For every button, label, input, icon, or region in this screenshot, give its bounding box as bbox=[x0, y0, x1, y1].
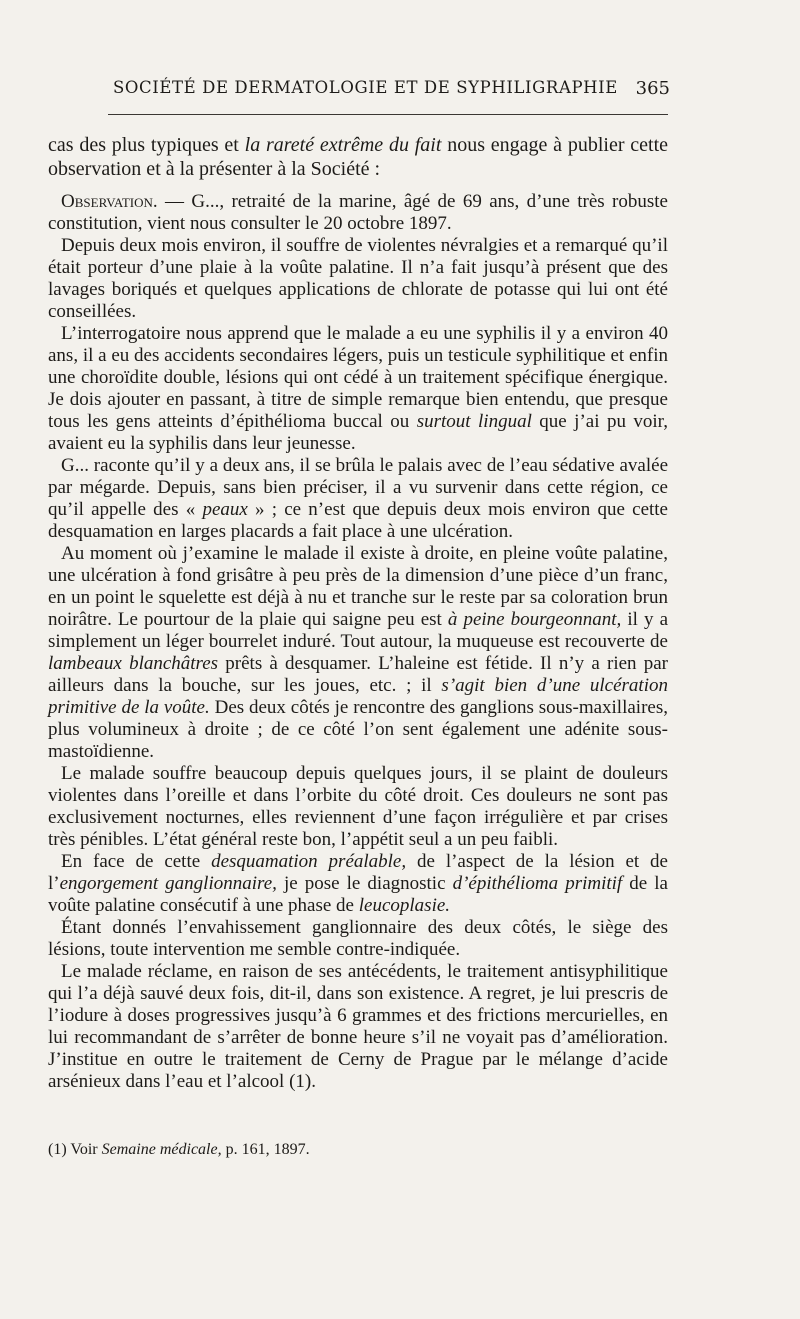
lead-text: cas des plus typiques et bbox=[48, 134, 245, 156]
paragraph-7 bbox=[48, 851, 668, 917]
lead-text-end: nous engage à publier cette observation et à la présenter à la Société : bbox=[48, 134, 669, 180]
header-rule bbox=[108, 114, 668, 115]
p7-italic-b: desquamation préalable, bbox=[211, 851, 407, 872]
observation-label: Observation. bbox=[61, 191, 158, 212]
p7-italic-d: engorgement ganglionnaire, bbox=[59, 873, 277, 894]
paragraph-6: Le malade souffre beaucoup depuis quelques jours, il se plaint de douleurs violentes dans l’oreille et dans l’orbite du côté droit. Ces douleurs ne sont pas exclusivement nocturnes, elles reviennent d’une façon irrégulière et par crises très pénibles. L’état général reste bon, l’appétit seul a un peu faibli. bbox=[48, 763, 668, 850]
p3-italic: surtout lingual bbox=[416, 411, 532, 432]
paragraph-8: Étant donnés l’envahissement ganglionnaire des deux côtés, le siège des lésions, toute intervention me semble contre-indiquée. bbox=[48, 917, 668, 960]
p4-text-a: G... raconte qu’il y a deux ans, il se brûla le palais avec de l’eau sédative avalée par mégarde. Depuis, sans bien préciser, il a vu survenir dans cette région, ce qu’il appelle des « bbox=[48, 455, 668, 520]
running-header bbox=[113, 78, 670, 106]
p3-text-c: que j’ai pu voir, avaient eu la syphilis dans leur jeunesse. bbox=[48, 411, 668, 454]
p5-text-g: Des deux côtés je rencontre des ganglions sous-maxillaires, plus volumineux à droite ; de ce côté l’on sent également une adénite sous-mastoïdienne. bbox=[48, 697, 668, 762]
footnote bbox=[48, 1140, 668, 1160]
p4-italic: peaux bbox=[202, 499, 248, 520]
p7-text-g: de la voûte palatine consécutif à une phase de bbox=[48, 873, 668, 916]
paragraph-2: Depuis deux mois environ, il souffre de violentes névralgies et a remarqué qu’il était porteur d’une plaie à la voûte palatine. Il n’a fait jusqu’à présent que des lavages boriqués et quelques applications de chlorate de potasse qui lui ont été conseillées. bbox=[48, 235, 668, 322]
paragraph-3 bbox=[48, 323, 668, 455]
p7-text-e: je pose le diagnostic bbox=[276, 873, 453, 894]
lead-emphasis: la rareté extrême du fait bbox=[244, 134, 442, 156]
page-number: 365 bbox=[635, 78, 670, 99]
footnote-marker: (1) bbox=[48, 1141, 67, 1158]
running-title: SOCIÉTÉ DE DERMATOLOGIE ET DE SYPHILIGRAPHIE bbox=[113, 78, 618, 97]
paragraph-4 bbox=[48, 455, 668, 543]
footnote-text-end: p. 161, 1897. bbox=[221, 1141, 310, 1158]
p7-text-a: En face de cette bbox=[61, 851, 212, 872]
lead-paragraph bbox=[48, 134, 668, 181]
observation-text: — G..., retraité de la marine, âgé de 69 ans, d’une très robuste constitution, vient nous consulter le 20 octobre 1897. bbox=[48, 191, 668, 234]
paragraph-observation bbox=[48, 191, 668, 235]
p5-italic-b: à peine bourgeonnant, bbox=[447, 609, 622, 630]
p5-italic-d: lambeaux blanchâtres bbox=[48, 653, 219, 674]
paragraph-9: Le malade réclame, en raison de ses antécédents, le traitement antisyphilitique qui l’a déjà sauvé deux fois, dit-il, dans son existence. A regret, je lui prescris de l’iodure à doses progressives jusqu’à 6 grammes et des frictions mercurielles, en lui recommandant de s’arrêter de bonne heure s’il ne voyait pas d’amélioration. J’institue en outre le traitement de Cerny de Prague par le mélange d’acide arsénieux dans l’eau et l’alcool (1). bbox=[48, 961, 668, 1092]
p3-text-a: L’interrogatoire nous apprend que le malade a eu une syphilis il y a environ 40 ans, il a eu des accidents secondaires légers, puis un testicule syphilitique et enfin une choroïdite double, lésions qui ont cédé à un traitement spécifique énergique. Je dois ajouter en passant, à titre de simple remarque bien entendu, que presque tous les gens atteints d’épithélioma buccal ou bbox=[48, 323, 668, 432]
p7-italic-f: d’épithélioma primitif bbox=[452, 873, 623, 894]
p7-text-c: de l’aspect de la lésion et de l’ bbox=[48, 851, 668, 894]
p5-text-e: prêts à desquamer. L’haleine est fétide. Il n’y a rien par ailleurs dans la bouche, sur les joues, etc. ; il bbox=[48, 653, 668, 696]
footnote-text: Voir bbox=[66, 1141, 102, 1158]
body-text bbox=[48, 134, 668, 1093]
p5-text-c: il y a simplement un léger bourrelet induré. Tout autour, la muqueuse est recouverte de bbox=[48, 609, 668, 652]
p7-italic-h: leucoplasie. bbox=[358, 895, 451, 916]
p5-text-a: Au moment où j’examine le malade il existe à droite, en pleine voûte palatine, une ulcération à fond grisâtre à peu près de la dimension d’une pièce d’un franc, en un point le squelette est déjà à nu et tranche sur le reste par sa coloration brun noirâtre. Le pourtour de la plaie qui saigne peu est bbox=[48, 543, 668, 630]
footnote-title: Semaine médicale, bbox=[101, 1141, 222, 1158]
paragraph-5 bbox=[48, 543, 668, 763]
p4-text-c: » ; ce n’est que depuis deux mois environ que cette desquamation en larges placards a fait place à une ulcération. bbox=[48, 499, 668, 542]
p5-italic-f: s’agit bien d’une ulcération primitive de la voûte. bbox=[48, 675, 668, 718]
